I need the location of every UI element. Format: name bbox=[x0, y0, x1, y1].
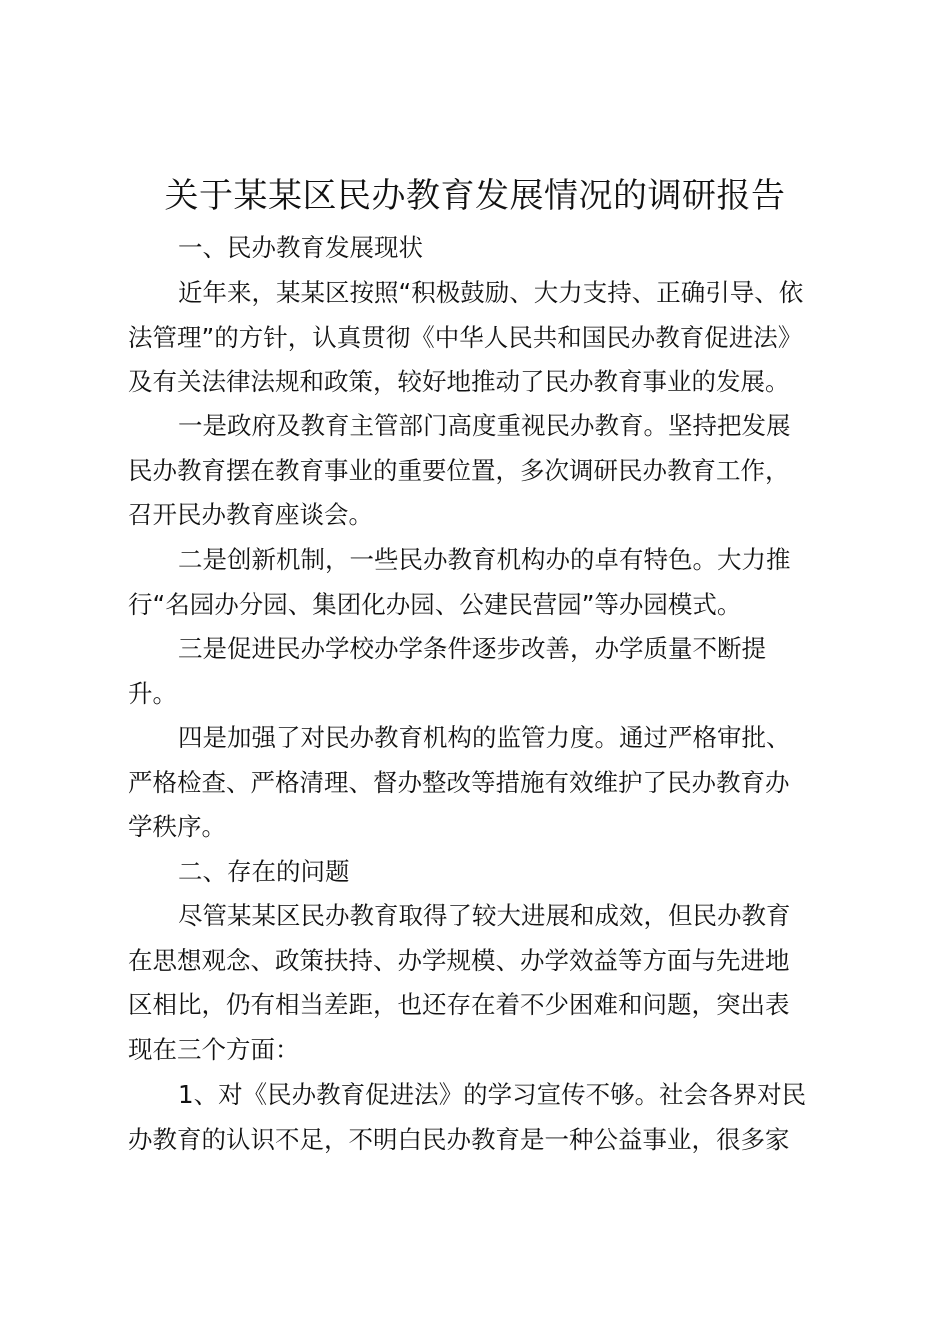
paragraph-point-two bbox=[128, 538, 838, 627]
paragraph-line: 在思想观念、政策扶持、办学规模、办学效益等方面与先进地 bbox=[128, 945, 790, 975]
paragraph-line: 严格检查、严格清理、督办整改等措施有效维护了民办教育办 bbox=[128, 767, 790, 797]
paragraph-line: 二、存在的问题 bbox=[178, 857, 350, 886]
section-heading-status bbox=[128, 226, 838, 271]
paragraph-line: 区相比，仍有相当差距，也还存在着不少困难和问题，突出表 bbox=[128, 990, 790, 1020]
paragraph-line: 尽管某某区民办教育取得了较大进展和成效，但民办教育 bbox=[178, 901, 791, 930]
paragraph-line: 三是促进民办学校办学条件逐步改善，办学质量不断提 bbox=[178, 634, 766, 663]
paragraph-line: 四是加强了对民办教育机构的监管力度。通过严格审批、 bbox=[178, 723, 791, 752]
paragraph-line: 升。 bbox=[128, 678, 177, 708]
paragraph-line: 近年来，某某区按照“积极鼓励、大力支持、正确引导、依 bbox=[178, 278, 804, 307]
paragraph-line: 一、民办教育发展现状 bbox=[178, 233, 423, 262]
paragraph-line: 学秩序。 bbox=[128, 812, 226, 842]
paragraph-point-three bbox=[128, 627, 838, 716]
paragraph-line: 办教育的认识不足，不明白民办教育是一种公益事业，很多家 bbox=[128, 1124, 790, 1154]
paragraph-point-one bbox=[128, 404, 838, 538]
paragraph-line: 法管理”的方针，认真贯彻《中华人民共和国民办教育促进法》 bbox=[128, 322, 803, 352]
paragraph-line: 1、对《民办教育促进法》的学习宣传不够。社会各界对民 bbox=[178, 1080, 807, 1109]
paragraph-line: 一是政府及教育主管部门高度重视民办教育。坚持把发展 bbox=[178, 411, 791, 440]
paragraph-intro bbox=[128, 271, 838, 405]
paragraph-problem-one bbox=[128, 1073, 838, 1162]
paragraph-line: 现在三个方面： bbox=[128, 1034, 300, 1064]
paragraph-line: 行“名园办分园、集团化办园、公建民营园”等办园模式。 bbox=[128, 589, 742, 619]
paragraph-line: 二是创新机制，一些民办教育机构办的卓有特色。大力推 bbox=[178, 545, 791, 574]
paragraph-problems-summary bbox=[128, 894, 838, 1072]
paragraph-line: 召开民办教育座谈会。 bbox=[128, 500, 373, 530]
document-title: 关于某某区民办教育发展情况的调研报告 bbox=[164, 176, 786, 216]
section-heading-problems bbox=[128, 850, 838, 895]
paragraph-point-four bbox=[128, 716, 838, 850]
paragraph-line: 及有关法律法规和政策，较好地推动了民办教育事业的发展。 bbox=[128, 367, 790, 397]
paragraph-line: 民办教育摆在教育事业的重要位置，多次调研民办教育工作， bbox=[128, 455, 790, 485]
